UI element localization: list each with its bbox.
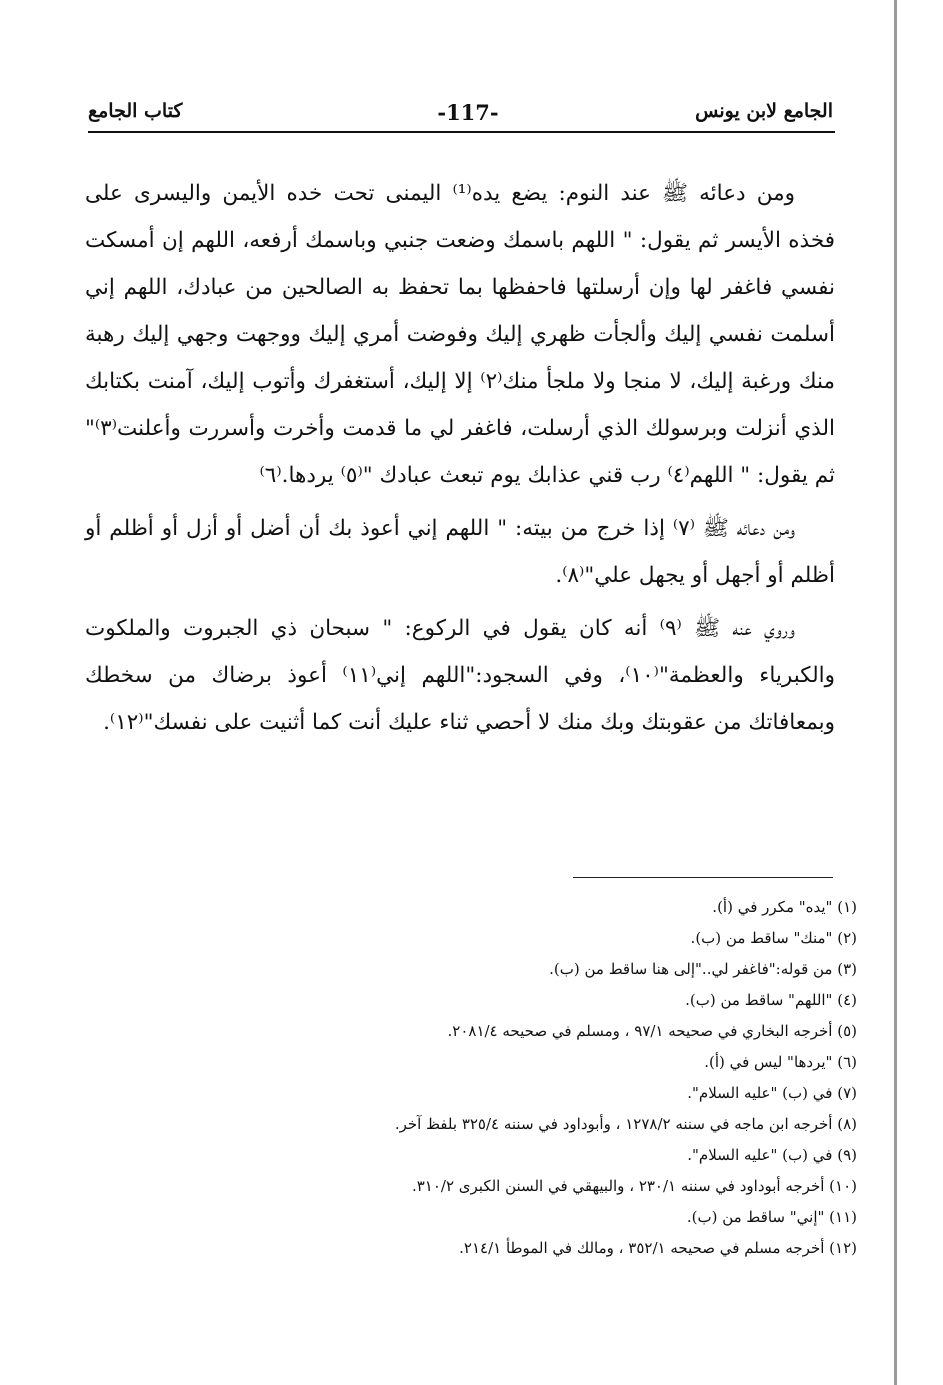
footnote: (٧) في (ب) "عليه السلام". [687,1084,857,1102]
main-text [85,170,835,752]
paragraph-sleep-supplication: ومن دعائه ﷺ عند النوم: يضع يده⁽¹⁾ اليمنى تحت خده الأيمن واليسرى على فخذه الأيسر ثم يقول: " اللهم باسمك وضعت جنبي وباسمك أرفعه، اللهم إن أمسكت نفسي فاغفر لها وإن أرسلتها فاحفظها بما تحفظ به الصالحين من عبادك، اللهم إني أسلمت نفسي إليك وألجأت ظهري إليك وفوضت أمري إليك ووجهت وجهي إليك رهبة منك ورغبة إليك، لا منجا ولا ملجأ منك⁽٢⁾ إلا إليك، أستغفرك وأتوب إليك، آمنت بكتابك الذي أنزلت وبرسولك الذي أرسلت، فاغفر لي ما قدمت وأخرت وأسررت وأعلنت⁽٣⁾" ثم يقول: " اللهم⁽٤⁾ رب قني عذابك يوم تبعث عبادك "⁽٥⁾ يردها.⁽٦⁾ [85,181,835,488]
page-edge-divider [894,0,897,1385]
footnote: (٦) "يردها" ليس في (أ). [704,1053,857,1071]
footnote: (٥) أخرجه البخاري في صحيحه ٩٧/١ ، ومسلم في صحيحه ٢٠٨١/٤. [447,1022,857,1040]
paragraph-leaving-home-supplication: ومن دعائه ﷺ ⁽٧⁾ إذا خرج من بيته: " اللهم إني أعوذ بك أن أضل أو أزل أو أظلم أو أظلم أو أجهل أو يجهل علي"⁽٨⁾. [85,516,835,588]
footnote: (٩) في (ب) "عليه السلام". [687,1146,857,1164]
header-rule [88,131,835,133]
footnote: (٣) من قوله:"فاغفر لي.."إلى هنا ساقط من (ب). [549,960,857,978]
footnote: (٤) "اللهم" ساقط من (ب). [685,991,857,1009]
header-chapter-title: كتاب الجامع [88,100,183,122]
footnotes [260,892,857,1264]
footnote: (١١) "إني" ساقط من (ب). [686,1208,857,1226]
header-book-title: الجامع لابن يونس [695,100,833,122]
footnote: (١٢) أخرجه مسلم في صحيحه ٣٥٢/١ ، ومالك في الموطأ ٢١٤/١. [459,1239,857,1257]
footnote-separator [573,877,833,878]
footnote: (١٠) أخرجه أبوداود في سننه ٢٣٠/١ ، والبيهقي في السنن الكبرى ٣١٠/٢. [411,1177,857,1195]
footnote: (٨) أخرجه ابن ماجه في سننه ١٢٧٨/٢ ، وأبوداود في سننه ٣٢٥/٤ بلفظ آخر. [394,1115,857,1133]
footnote: (١) "يده" مكرر في (أ). [712,898,857,916]
page-number: -117- [437,100,499,125]
running-header [88,100,833,132]
footnote: (٢) "منك" ساقط من (ب). [690,929,857,947]
paragraph-ruku-sujud-supplication: وروي عنه ﷺ ⁽٩⁾ أنه كان يقول في الركوع: " سبحان ذي الجبروت والملكوت والكبرياء والعظمة"⁽١٠⁾، وفي السجود:"اللهم إني⁽١١⁾ أعوذ برضاك من سخطك وبمعافاتك من عقوبتك وبك منك لا أحصي ثناء عليك أنت كما أثنيت على نفسك"⁽١٢⁾. [85,616,835,735]
